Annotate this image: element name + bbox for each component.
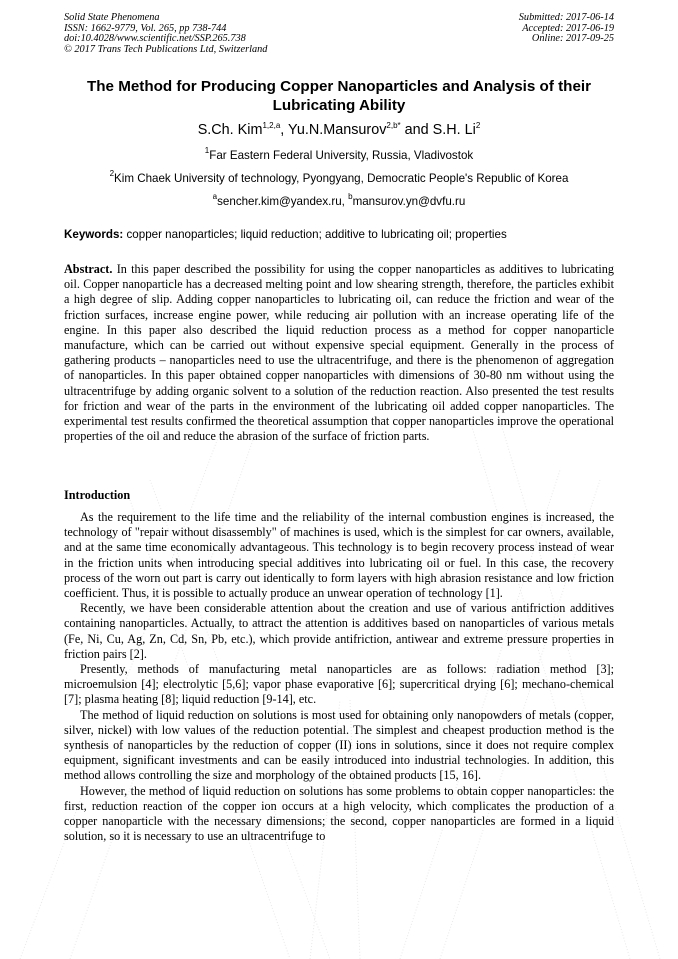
paper-title: The Method for Producing Copper Nanoparticles and Analysis of their Lubricating Ability xyxy=(86,78,592,114)
submitted-date: Submitted: 2017-06-14 xyxy=(518,12,614,23)
author-list xyxy=(64,121,614,139)
author-sep: , xyxy=(280,122,289,138)
email-link[interactable]: sencher.kim@yandex.ru xyxy=(217,195,342,208)
author-sup: 2 xyxy=(475,121,481,130)
abstract-label: Abstract. xyxy=(64,262,113,276)
affiliation xyxy=(64,146,614,163)
paragraph: However, the method of liquid reduction on solutions has some problems to obtain copper nanoparticles: the first, reduction reaction of the copper ion occurs at a high velocity, which complicates the production of a copper nanoparticle with the necessary dimensions; the second, copper nanoparticles are formed in a liquid solution, so it is necessary to use an ultracentrifuge to xyxy=(64,783,614,844)
author-sup: 1,2,a xyxy=(262,121,281,130)
online-date: Online: 2017-09-25 xyxy=(531,33,614,44)
journal-info xyxy=(64,13,267,55)
copyright: © 2017 Trans Tech Publications Ltd, Switzerland xyxy=(64,43,268,55)
journal-name: Solid State Phenomena xyxy=(64,12,160,23)
doi: doi:10.4028/www.scientific.net/SSP.265.738 xyxy=(64,33,246,44)
keywords-text: copper nanoparticles; liquid reduction; additive to lubricating oil; properties xyxy=(123,228,507,241)
email-list xyxy=(64,192,614,209)
paragraph: The method of liquid reduction on solutions is most used for obtaining only nanopowders of metals (copper, silver, nickel) with low values of the reduction potential. The simplest and cheapest production method is the synthesis of nanoparticles by the reduction of copper (II) ions in solutions, since it does not require complex equipment, significant investments and can be easily introduced into industrial technologies. In addition, this method allows controlling the size and morphology of the obtained products [15, 16]. xyxy=(64,707,614,783)
affiliation-text: Far Eastern Federal University, Russia, Vladivostok xyxy=(209,149,474,162)
email-sup: a xyxy=(212,192,218,201)
affiliation xyxy=(64,169,614,186)
author-name: S.Ch. Kim xyxy=(197,122,263,138)
paragraph: As the requirement to the life time and the reliability of the internal combustion engines is increased, the technology of "repair without disassembly" of machines is used, which is the simplest for car owners, available, and at the same time economically advantageous. This technology is to begin recovery process instead of wear in the friction units when introducing special additives into lubricating oil or fuel. In this case, the recovery process of the worn out part is carry out identically to form layers with high abrasion resistance and low friction coefficient. Thus, it is possible to actually produce an unwear operation of technology [1]. xyxy=(64,510,614,601)
affiliation-sup: 2 xyxy=(109,169,115,178)
author-name: Yu.N.Mansurov xyxy=(288,122,387,138)
email-sep: , xyxy=(341,195,349,208)
author-sup: 2,b* xyxy=(386,121,401,130)
paragraph: Recently, we have been considerable attention about the creation and use of various antifriction additives containing nanoparticles. Actually, to attract the attention is additives based on nanoparticles of various metals (Fe, Ni, Cu, Ag, Zn, Cd, Sn, Pb, etc.), which provide antifriction, antiwear and extreme pressure properties in friction pairs [2]. xyxy=(64,601,614,661)
keywords xyxy=(64,228,624,242)
section-heading-introduction: Introduction xyxy=(64,488,131,502)
issn-volume: ISSN: 1662-9779, Vol. 265, pp 738-744 xyxy=(64,22,227,34)
publication-dates xyxy=(519,13,614,45)
author-name: S.H. Li xyxy=(432,122,476,138)
email-link[interactable]: mansurov.yn@dvfu.ru xyxy=(352,195,466,208)
affiliation-text: Kim Chaek University of technology, Pyongyang, Democratic People's Republic of Korea xyxy=(114,172,569,185)
affiliation-sup: 1 xyxy=(204,146,210,155)
author-sep: and xyxy=(400,122,433,138)
abstract xyxy=(64,262,614,444)
abstract-text: In this paper described the possibility for using the copper nanoparticles as additives to lubricating oil. Copper nanoparticle has a decreased melting point and low shearing strength, therefore, the particles exhibit a high degree of slip. Adding copper nanoparticles to lubricating oil, can reduce the friction and wear of the friction surfaces, increase engine power, while reducing air pollution with an increase operating life of the engine. In this paper also described the liquid reduction process as a method for copper nanoparticle manufacture, which can be carried out without expensive special equipment. Generally in the process of gathering products – nanoparticles need to use the ultracentrifuge, and there is the phenomenon of aggregation of nanoparticles. In this paper obtained copper nanoparticles with dimensions of 30-80 nm without using the ultracentrifuge by adding organic solvent to a solution of the reduction reaction. Also presented the test results for friction and wear of the parts in the environment of the lubricating oil added copper nanoparticles. The experimental test results confirmed the theoretical assumption that copper nanoparticles improve the operational properties of the oil and reduce the abrasion of the surface of friction parts. xyxy=(64,262,614,444)
email-sup: b xyxy=(348,192,353,201)
keywords-label: Keywords: xyxy=(64,228,124,241)
introduction-body xyxy=(64,510,614,844)
accepted-date: Accepted: 2017-06-19 xyxy=(522,22,614,34)
paragraph: Presently, methods of manufacturing metal nanoparticles are as follows: radiation method [3]; microemulsion [4]; electrolytic [5,6]; vapor phase evaporative [6]; supercritical drying [6]; mechano-chemical [7]; plasma heating [8]; liquid reduction [9-14], etc. xyxy=(64,662,614,707)
